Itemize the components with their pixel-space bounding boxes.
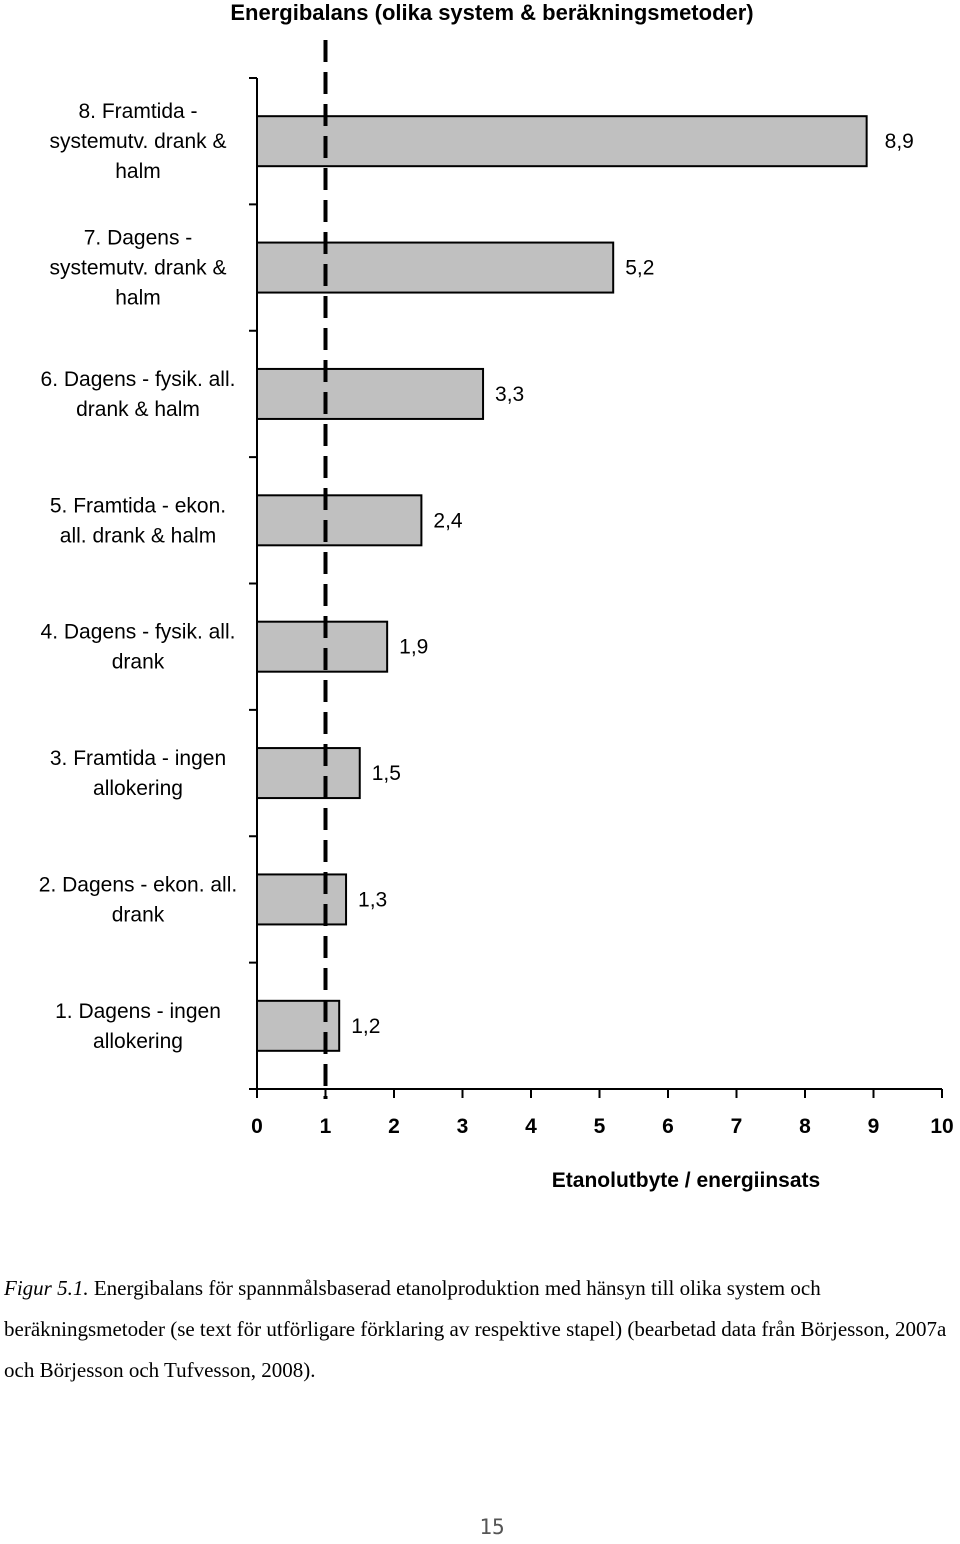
bar-3: [257, 748, 360, 798]
category-label: halm: [115, 160, 161, 184]
data-label: 5,2: [625, 256, 655, 280]
x-tick-label: 10: [930, 1115, 954, 1138]
x-tick-label: 3: [456, 1115, 469, 1138]
bar-5: [257, 495, 421, 545]
x-tick-label: 2: [388, 1115, 400, 1138]
x-tick-label: 6: [662, 1115, 674, 1138]
data-label: 2,4: [433, 509, 463, 533]
category-label: all. drank & halm: [59, 524, 217, 548]
x-tick-label: 8: [799, 1115, 811, 1138]
category-label: 8. Framtida -: [78, 100, 198, 124]
data-label: 3,3: [495, 382, 525, 406]
x-tick-label: 1: [319, 1115, 332, 1138]
x-tick-label: 9: [867, 1115, 880, 1138]
category-label: halm: [115, 286, 161, 310]
category-label: 6. Dagens - fysik. all.: [40, 367, 236, 391]
data-label: 8,9: [884, 130, 914, 154]
figure-caption: [4, 1268, 954, 1391]
category-label: 7. Dagens -: [83, 226, 193, 250]
category-label: drank: [111, 650, 165, 674]
x-axis-title: Etanolutbyte / energiinsats: [551, 1169, 821, 1192]
category-label: 5. Framtida - ekon.: [49, 494, 227, 518]
chart-title: Energibalans (olika system & beräkningsmetoder): [230, 0, 754, 25]
x-tick-label: 4: [525, 1115, 537, 1138]
category-label: systemutv. drank &: [49, 130, 227, 154]
category-label: drank: [111, 903, 165, 927]
category-label: systemutv. drank &: [49, 256, 227, 280]
bar-7: [257, 243, 613, 293]
page-number: 15: [479, 1515, 505, 1539]
x-tick-label: 5: [593, 1115, 606, 1138]
data-label: 1,5: [371, 762, 401, 786]
x-tick-label: 7: [730, 1115, 743, 1138]
bar-2: [257, 874, 346, 924]
x-tick-label: 0: [251, 1115, 263, 1138]
category-label: allokering: [93, 777, 183, 801]
bar-4: [257, 622, 387, 672]
data-label: 1,2: [351, 1014, 381, 1038]
bar-chart: [0, 40, 960, 1220]
category-label: allokering: [93, 1029, 183, 1053]
data-label: 1,3: [358, 888, 388, 912]
category-label: 3. Framtida - ingen: [49, 747, 227, 771]
data-label: 1,9: [399, 635, 429, 659]
category-label: 2. Dagens - ekon. all.: [38, 873, 238, 897]
bar-8: [257, 116, 867, 166]
bar-6: [257, 369, 483, 419]
category-label: 4. Dagens - fysik. all.: [40, 620, 236, 644]
caption-text: Energibalans för spannmålsbaserad etanolproduktion med hänsyn till olika system och beräkningsmetoder (se text för utförligare förklaring av respektive stapel) (bearbetad data från Börjesson, 2007a och Börjesson och Tufvesson, 2008).: [4, 1276, 947, 1382]
category-label: 1. Dagens - ingen: [55, 999, 221, 1023]
category-label: drank & halm: [76, 397, 200, 421]
figure-label: Figur 5.1.: [4, 1276, 89, 1300]
